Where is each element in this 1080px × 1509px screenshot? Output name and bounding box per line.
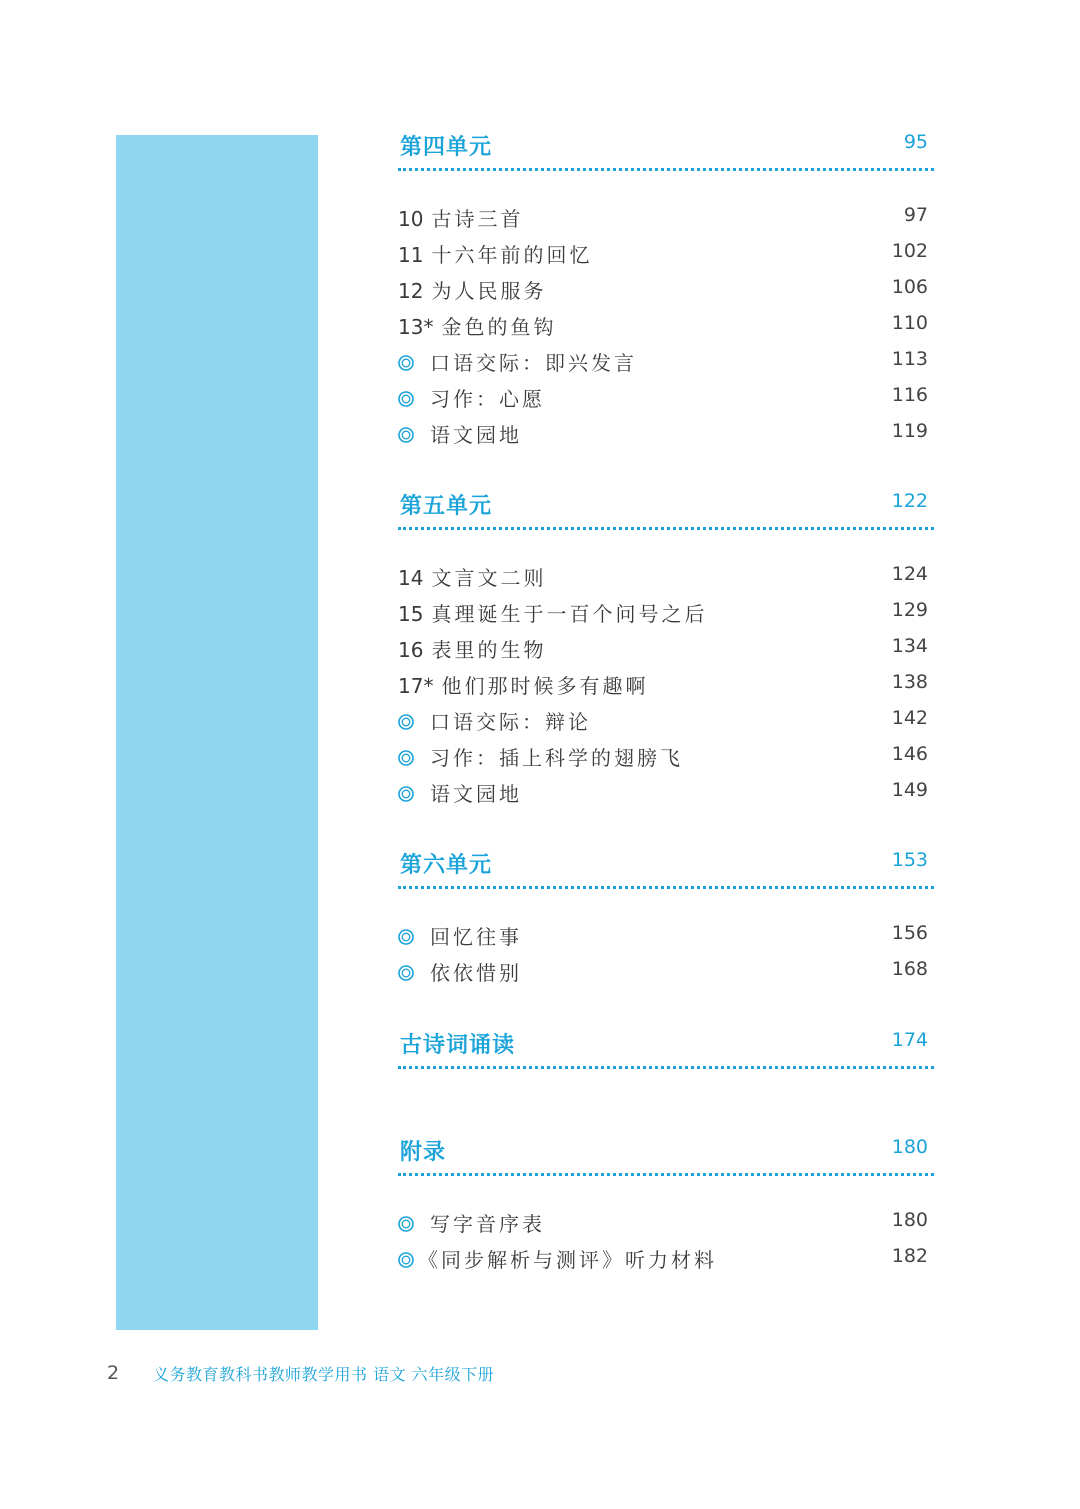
section-heading[interactable] bbox=[398, 489, 934, 530]
toc-item-label bbox=[398, 742, 683, 771]
section-heading[interactable] bbox=[398, 848, 934, 889]
toc-item-text: 习作：插上科学的翅膀飞 bbox=[430, 746, 683, 770]
toc-item[interactable] bbox=[398, 347, 934, 383]
section-page-number: 122 bbox=[891, 490, 928, 512]
double-circle-icon bbox=[398, 711, 414, 727]
lesson-number: 17* bbox=[398, 674, 434, 698]
toc-item-label bbox=[398, 957, 522, 986]
section-page-number: 180 bbox=[891, 1136, 928, 1158]
section-page-number: 174 bbox=[891, 1029, 928, 1051]
toc-item-label bbox=[398, 311, 556, 340]
toc-item-text: 依依惜别 bbox=[430, 961, 522, 985]
toc-item[interactable] bbox=[398, 275, 934, 311]
toc-section bbox=[398, 1028, 934, 1069]
toc-item-label bbox=[398, 203, 523, 232]
section-items bbox=[398, 203, 934, 455]
section-page-number: 95 bbox=[903, 131, 928, 153]
book-title: 义务教育教科书教师教学用书 语文 六年级下册 bbox=[153, 1365, 495, 1384]
section-title: 古诗词诵读 bbox=[400, 1032, 516, 1058]
section-items bbox=[398, 921, 934, 993]
toc-item-page-number: 180 bbox=[891, 1209, 928, 1231]
toc-item-page-number: 168 bbox=[891, 958, 928, 980]
toc-item-page-number: 149 bbox=[891, 779, 928, 801]
toc-item-label bbox=[398, 634, 546, 663]
toc-item-label bbox=[398, 670, 648, 699]
toc-item-text: 他们那时候多有趣啊 bbox=[441, 674, 649, 698]
double-circle-icon bbox=[398, 424, 414, 440]
toc-item[interactable] bbox=[398, 203, 934, 239]
section-page-number: 153 bbox=[891, 849, 928, 871]
toc-item-label bbox=[398, 921, 522, 950]
toc-item-page-number: 106 bbox=[891, 276, 928, 298]
toc-item-page-number: 142 bbox=[891, 707, 928, 729]
toc-item-page-number: 129 bbox=[891, 599, 928, 621]
toc-item[interactable] bbox=[398, 383, 934, 419]
toc-item-page-number: 102 bbox=[891, 240, 928, 262]
page-number: 2 bbox=[107, 1362, 120, 1384]
toc-item-label bbox=[398, 778, 522, 807]
toc-item-page-number: 156 bbox=[891, 922, 928, 944]
double-circle-icon bbox=[398, 747, 414, 763]
double-circle-icon bbox=[398, 1249, 414, 1265]
toc-item[interactable] bbox=[398, 419, 934, 455]
toc-item-label bbox=[398, 419, 522, 448]
toc-item-text: 表里的生物 bbox=[431, 638, 547, 662]
toc-item[interactable] bbox=[398, 598, 934, 634]
toc-item[interactable] bbox=[398, 1208, 934, 1244]
lesson-number: 13* bbox=[398, 315, 434, 339]
toc-item-page-number: 110 bbox=[891, 312, 928, 334]
toc-item-text: 《同步解析与测评》听力材料 bbox=[418, 1248, 717, 1272]
section-heading[interactable] bbox=[398, 1135, 934, 1176]
toc-item-label bbox=[398, 347, 637, 376]
section-title: 第四单元 bbox=[400, 134, 493, 160]
toc-section bbox=[398, 130, 934, 455]
double-circle-icon bbox=[398, 388, 414, 404]
toc-item-page-number: 124 bbox=[891, 563, 928, 585]
lesson-number: 11 bbox=[398, 243, 424, 267]
section-items bbox=[398, 1208, 934, 1280]
toc-item[interactable] bbox=[398, 562, 934, 598]
double-circle-icon bbox=[398, 352, 414, 368]
toc-item-text: 金色的鱼钩 bbox=[441, 315, 557, 339]
toc-item-label bbox=[398, 383, 545, 412]
toc-item-page-number: 119 bbox=[891, 420, 928, 442]
toc-item[interactable] bbox=[398, 706, 934, 742]
section-heading[interactable] bbox=[398, 130, 934, 171]
toc-item-label bbox=[398, 1208, 545, 1237]
toc-item[interactable] bbox=[398, 311, 934, 347]
toc-item[interactable] bbox=[398, 778, 934, 814]
toc-item-page-number: 182 bbox=[891, 1245, 928, 1267]
toc-item[interactable] bbox=[398, 921, 934, 957]
toc-item-page-number: 116 bbox=[891, 384, 928, 406]
section-items bbox=[398, 562, 934, 814]
lesson-number: 10 bbox=[398, 207, 424, 231]
double-circle-icon bbox=[398, 962, 414, 978]
toc-item-label bbox=[398, 239, 592, 268]
toc-item-page-number: 113 bbox=[891, 348, 928, 370]
side-color-band bbox=[116, 135, 318, 1330]
toc-item[interactable] bbox=[398, 1244, 934, 1280]
toc-item[interactable] bbox=[398, 670, 934, 706]
toc-item-text: 写字音序表 bbox=[430, 1212, 545, 1236]
lesson-number: 14 bbox=[398, 566, 424, 590]
toc-item-text: 口语交际：即兴发言 bbox=[430, 351, 637, 375]
toc-item-page-number: 97 bbox=[903, 204, 928, 226]
toc-item-label bbox=[398, 562, 546, 591]
toc-section bbox=[398, 848, 934, 993]
toc-item-label bbox=[398, 1244, 717, 1273]
toc-item[interactable] bbox=[398, 634, 934, 670]
toc-item-text: 回忆往事 bbox=[430, 925, 522, 949]
lesson-number: 12 bbox=[398, 279, 424, 303]
toc-item-text: 文言文二则 bbox=[431, 566, 547, 590]
toc-item[interactable] bbox=[398, 239, 934, 275]
toc-item-text: 习作：心愿 bbox=[430, 387, 545, 411]
toc-item-label bbox=[398, 598, 707, 627]
toc-item-label bbox=[398, 275, 546, 304]
double-circle-icon bbox=[398, 783, 414, 799]
toc-item-label bbox=[398, 706, 591, 735]
toc-item-text: 口语交际：辩论 bbox=[430, 710, 591, 734]
section-title: 附录 bbox=[400, 1139, 447, 1165]
toc-item[interactable] bbox=[398, 742, 934, 778]
toc-item[interactable] bbox=[398, 957, 934, 993]
toc-section bbox=[398, 489, 934, 814]
toc-section bbox=[398, 1135, 934, 1280]
toc-item-text: 语文园地 bbox=[430, 782, 522, 806]
toc-item-text: 真理诞生于一百个问号之后 bbox=[431, 602, 708, 626]
double-circle-icon bbox=[398, 1213, 414, 1229]
double-circle-icon bbox=[398, 926, 414, 942]
section-title: 第五单元 bbox=[400, 493, 493, 519]
section-heading[interactable] bbox=[398, 1028, 934, 1069]
toc-item-text: 为人民服务 bbox=[431, 279, 547, 303]
toc-item-text: 古诗三首 bbox=[431, 207, 524, 231]
toc-item-text: 语文园地 bbox=[430, 423, 522, 447]
section-title: 第六单元 bbox=[400, 852, 493, 878]
lesson-number: 15 bbox=[398, 602, 424, 626]
toc-item-page-number: 138 bbox=[891, 671, 928, 693]
toc-item-page-number: 134 bbox=[891, 635, 928, 657]
lesson-number: 16 bbox=[398, 638, 424, 662]
toc-item-text: 十六年前的回忆 bbox=[431, 243, 593, 267]
toc-item-page-number: 146 bbox=[891, 743, 928, 765]
